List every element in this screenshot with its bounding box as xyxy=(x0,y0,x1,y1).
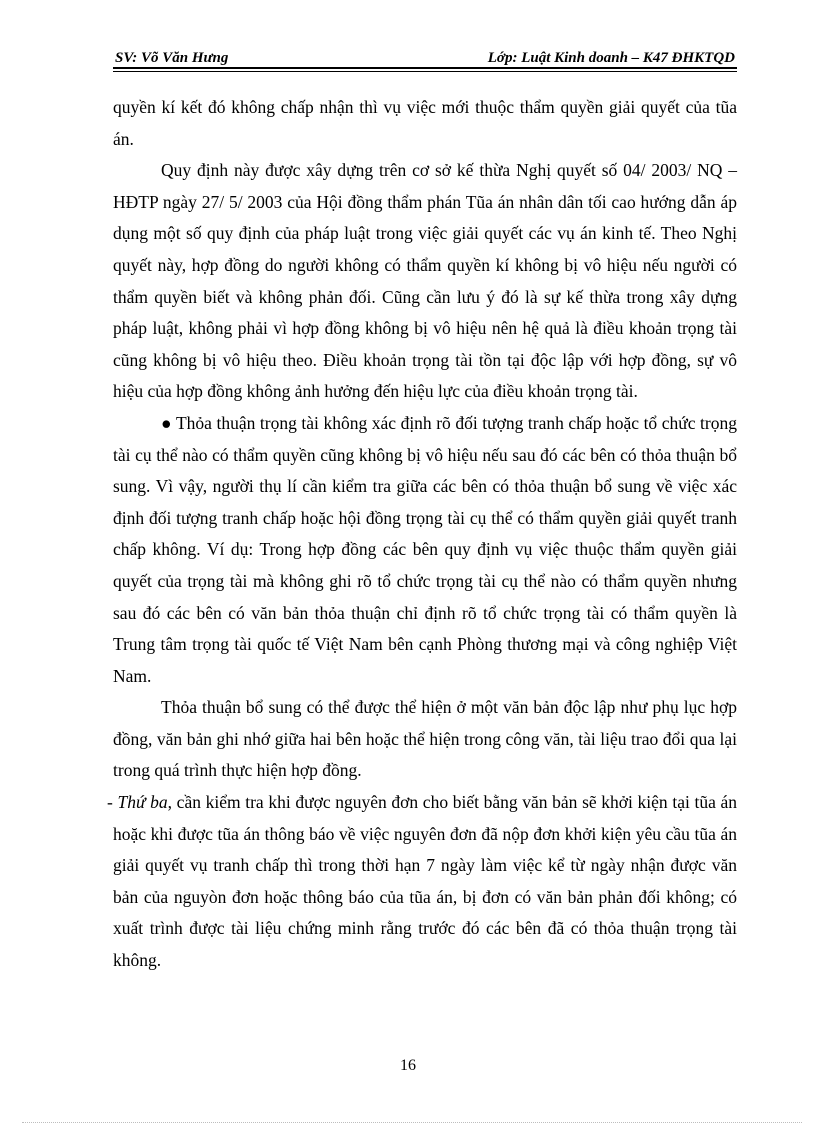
header-rule-thin xyxy=(113,71,737,72)
paragraph-5-text: , cần kiểm tra khi được nguyên đơn cho biết bằng văn bản sẽ khởi kiện tại tũa án hoặc khi được tũa án thông báo về việc nguyên đơn đã nộp đơn khởi kiện yêu cầu tũa án giải quyết vụ tranh chấp thì trong thời hạn 7 ngày làm việc kể từ ngày nhận được văn bản của nguyòn đơn hoặc thông báo của tũa án, bị đơn có văn bản phản đối không; có xuất trình được tài liệu chứng minh rằng trước đó các bên đã có thỏa thuận trọng tài không. xyxy=(113,792,737,971)
paragraph-2: Quy định này được xây dựng trên cơ sở kế thừa Nghị quyết số 04/ 2003/ NQ – HĐTP ngày 27/ 5/ 2003 của Hội đồng thẩm phán Tũa án nhân dân tối cao hướng dẫn áp dụng một số quy định của pháp luật trong việc giải quyết các vụ án kinh tế. Theo Nghị quyết này, hợp đồng do người không có thẩm quyền kí không bị vô hiệu nếu người có thẩm quyền biết và không phản đối. Cũng cần lưu ý đó là sự kế thừa trong xây dựng pháp luật, không phải vì hợp đồng không bị vô hiệu nên hệ quả là điều khoản trọng tài cũng không bị vô hiệu theo. Điều khoản trọng tài tồn tại độc lập với hợp đồng, sự vô hiệu của hợp đồng không ảnh hưởng đến hiệu lực của điều khoản trọng tài. xyxy=(113,160,737,402)
paragraph-3-bullet xyxy=(113,408,737,692)
paragraph-3-text: Thỏa thuận trọng tài không xác định rõ đối tượng tranh chấp hoặc tổ chức trọng tài cụ thể nào có thẩm quyền cũng không bị vô hiệu nếu sau đó các bên có thỏa thuận bổ sung. Vì vậy, người thụ lí cần kiểm tra giữa các bên có thỏa thuận bổ sung về việc xác định đối tượng tranh chấp hoặc hội đồng trọng tài cụ thể có thẩm quyền giải quyết tranh chấp không. Ví dụ: Trong hợp đồng các bên quy định vụ việc thuộc thẩm quyền giải quyết của trọng tài mà không ghi rõ tổ chức trọng tài cụ thể nào có thẩm quyền nhưng sau đó các bên có văn bản thỏa thuận chỉ định rõ tổ chức trọng tài có thẩm quyền là Trung tâm trọng tài quốc tế Việt Nam bên cạnh Phòng thương mại và công nghiệp Việt Nam. xyxy=(113,412,737,686)
header-student-name: SV: Võ Văn Hưng xyxy=(115,50,229,66)
document-body xyxy=(107,92,737,977)
paragraph-5-lead: Thứ ba xyxy=(117,792,168,813)
dash-marker: - xyxy=(107,792,113,813)
header-rule-thick xyxy=(113,67,737,69)
paragraph-5-dash xyxy=(107,787,737,977)
bullet-icon: ● xyxy=(161,412,172,433)
paragraph-1: quyền kí kết đó không chấp nhận thì vụ việc mới thuộc thẩm quyền giải quyết của tũa án. xyxy=(113,97,737,149)
paragraph-4: Thỏa thuận bổ sung có thể được thể hiện ở một văn bản độc lập như phụ lục hợp đồng, văn bản ghi nhớ giữa hai bên hoặc thể hiện trong công văn, tài liệu trao đổi qua lại trong quá trình thực hiện hợp đồng. xyxy=(113,697,737,781)
header-class-name: Lớp: Luật Kinh doanh – K47 ĐHKTQD xyxy=(487,50,735,66)
page-number: 16 xyxy=(400,1057,416,1074)
page-header xyxy=(113,46,737,68)
